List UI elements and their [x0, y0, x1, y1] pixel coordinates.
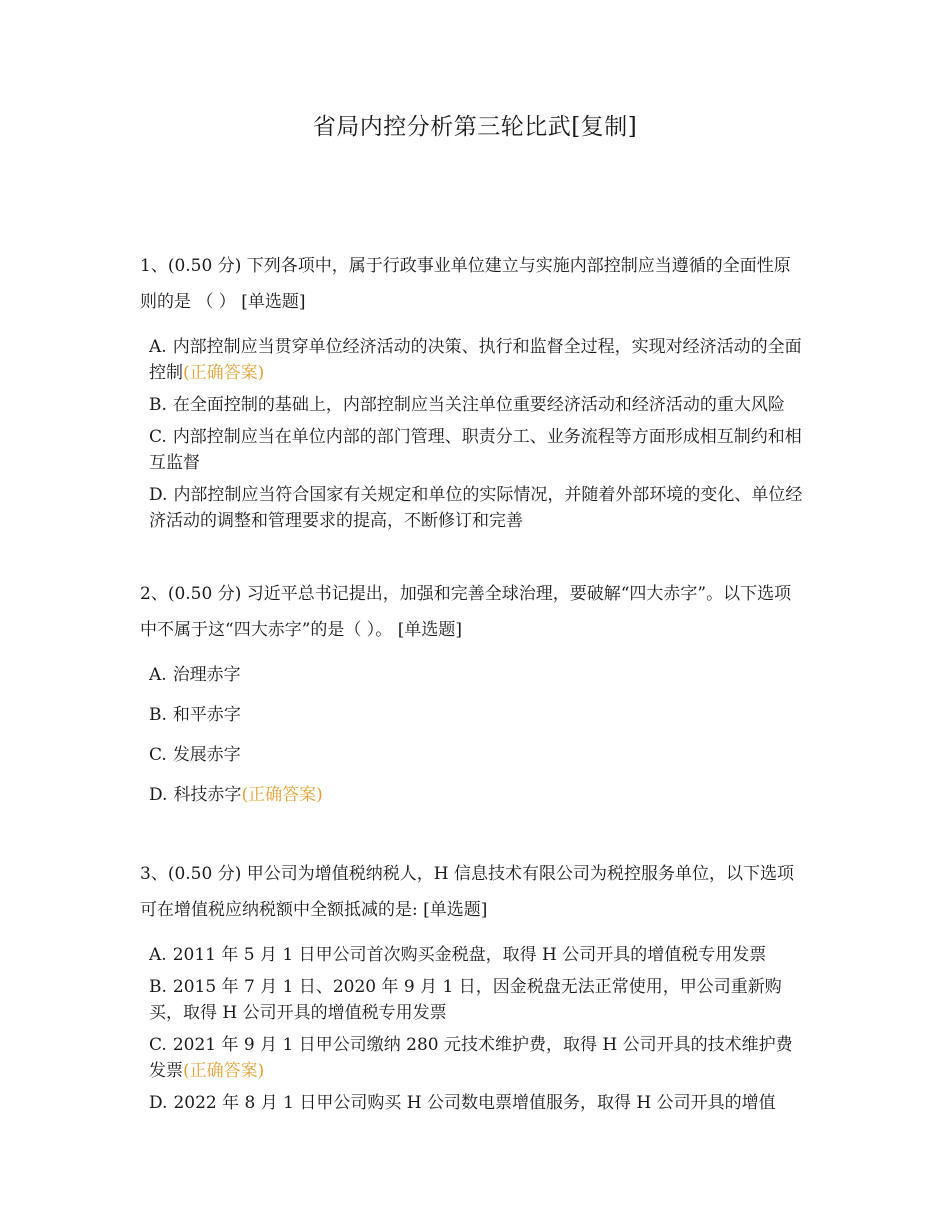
option-c	[149, 424, 805, 476]
correct-answer-mark: (正确答案)	[183, 1061, 265, 1081]
option-b	[149, 392, 805, 418]
option-text: 2021 年 9 月 1 日甲公司缴纳 280 元技术维护费，取得 H 公司开具的技术维护费发票	[149, 1035, 793, 1081]
option-d	[149, 782, 805, 808]
option-text: 内部控制应当符合国家有关规定和单位的实际情况，并随着外部环境的变化、单位经济活动的调整和管理要求的提高，不断修订和完善	[149, 485, 803, 531]
option-letter: C.	[149, 427, 167, 447]
option-text: 2011 年 5 月 1 日甲公司首次购买金税盘，取得 H 公司开具的增值税专用发票	[172, 945, 767, 965]
question-stem: 3、(0.50 分) 甲公司为增值税纳税人，H 信息技术有限公司为税控服务单位，以下选项可在增值税应纳税额中全额抵减的是: [单选题]	[140, 864, 794, 920]
option-letter: A.	[149, 337, 167, 357]
option-letter: C.	[149, 1035, 167, 1055]
option-c	[149, 1032, 805, 1084]
option-b	[149, 974, 805, 1026]
option-d	[149, 1090, 805, 1116]
option-d	[149, 482, 805, 534]
correct-answer-mark: (正确答案)	[183, 363, 265, 383]
option-text: 在全面控制的基础上，内部控制应当关注单位重要经济活动和经济活动的重大风险	[172, 395, 785, 415]
question-stem: 2、(0.50 分) 习近平总书记提出，加强和完善全球治理，要破解“四大赤字”。以下选项中不属于这“四大赤字”的是（ ）。 [单选题]	[140, 584, 792, 640]
option-text: 内部控制应当在单位内部的部门管理、职责分工、业务流程等方面形成相互制约和相互监督	[149, 427, 802, 473]
option-list	[149, 334, 805, 534]
question-2	[140, 576, 805, 822]
option-c	[149, 742, 805, 768]
option-letter: B.	[149, 705, 167, 725]
option-letter: D.	[149, 785, 168, 805]
option-letter: C.	[149, 745, 167, 765]
option-letter: B.	[149, 395, 167, 415]
option-text: 和平赤字	[172, 705, 241, 725]
option-letter: D.	[149, 1093, 168, 1113]
option-text: 内部控制应当贯穿单位经济活动的决策、执行和监督全过程，实现对经济活动的全面控制	[149, 337, 802, 383]
option-b	[149, 702, 805, 728]
option-list	[149, 942, 805, 1116]
option-text: 2015 年 7 月 1 日、2020 年 9 月 1 日，因金税盘无法正常使用，甲公司重新购买，取得 H 公司开具的增值税专用发票	[149, 977, 782, 1023]
option-list	[149, 662, 805, 808]
option-letter: A.	[149, 665, 167, 685]
option-text: 2022 年 8 月 1 日甲公司购买 H 公司数电票增值服务，取得 H 公司开具的增值	[173, 1093, 776, 1113]
question-3	[140, 856, 805, 1122]
option-text: 治理赤字	[172, 665, 241, 685]
option-text: 科技赤字	[173, 785, 242, 805]
option-text: 发展赤字	[172, 745, 241, 765]
option-a	[149, 334, 805, 386]
option-letter: A.	[149, 945, 167, 965]
option-a	[149, 662, 805, 688]
option-a	[149, 942, 805, 968]
question-1	[140, 248, 805, 540]
question-stem: 1、(0.50 分) 下列各项中，属于行政事业单位建立与实施内部控制应当遵循的全面性原则的是 （ ） [单选题]	[140, 256, 791, 312]
option-letter: D.	[149, 485, 168, 505]
document-title: 省局内控分析第三轮比武[复制]	[312, 114, 638, 140]
option-letter: B.	[149, 977, 167, 997]
correct-answer-mark: (正确答案)	[241, 785, 323, 805]
